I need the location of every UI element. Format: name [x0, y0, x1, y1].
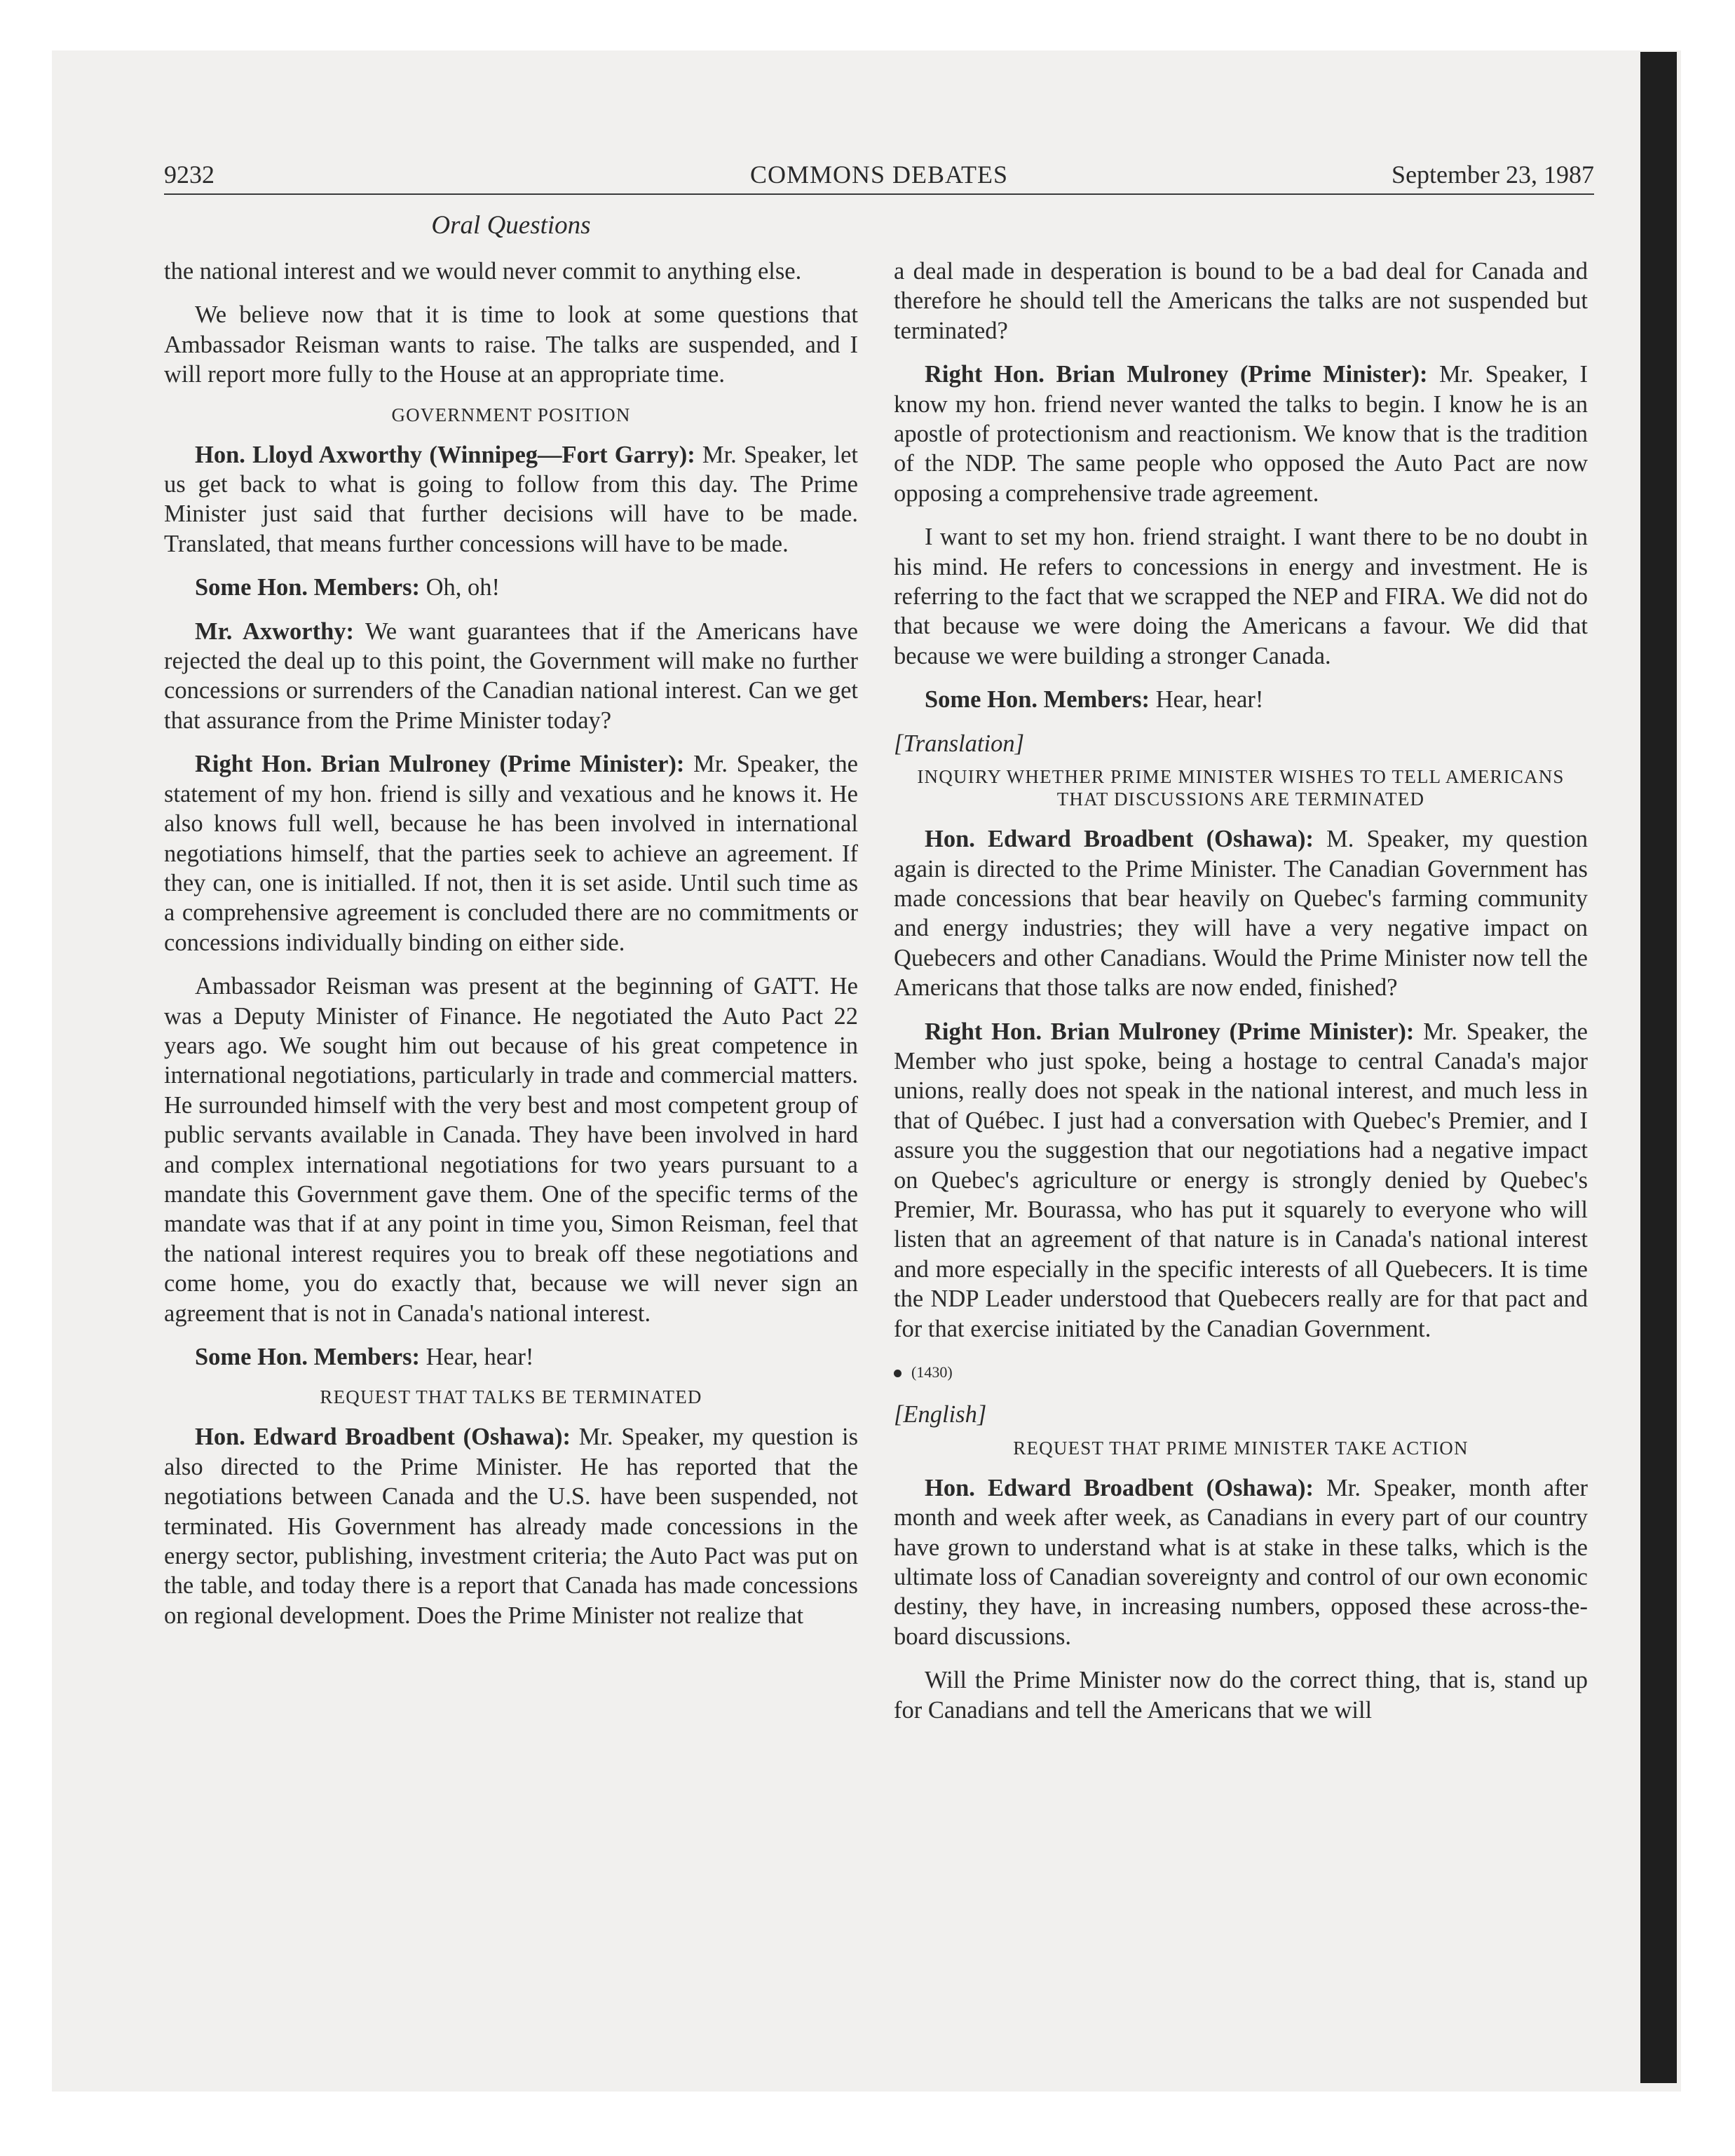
- header-rule: [164, 193, 1594, 195]
- paragraph: [164, 749, 858, 957]
- subheading: REQUEST THAT TALKS BE TERMINATED: [320, 1386, 702, 1408]
- speech-text: Mr. Speaker, the statement of my hon. friend is silly and vexatious and he knows it. He also knows full well, because he has been involved in international negotiations himself, that the parties seek to achieve an agreement. If they can, one is initialled. If not, then it is set aside. Until such time as a comprehensive agreement is concluded there are no commitments or concessions individually binding on either side.: [164, 751, 858, 956]
- speaker-name: Some Hon. Members:: [925, 686, 1150, 714]
- paragraph: [894, 1473, 1588, 1651]
- speaker-name: Some Hon. Members:: [195, 1344, 420, 1370]
- speaker-name: Right Hon. Brian Mulroney (Prime Minister):: [925, 361, 1428, 388]
- speech-text: Mr. Speaker, the Member who just spoke, being a hostage to central Canada's major unions, really does not speak in the national interest, and much less in that of Québec. I just had a conversation with Quebec's Premier, and I assure you the suggestion that our negotiations had a negative impact on Quebec's agriculture or energy is strongly denied by Quebec's Premier, Mr. Bourassa, who has put it squarely to everyone who will listen that an agreement of that nature is in Canada's national interest and more especially in the specific interests of all Quebecers. It is time the NDP Leader understood that Quebecers really are for that pact and for that exercise initiated by the Canadian Government.: [894, 1018, 1588, 1342]
- bullet-icon: [894, 1370, 901, 1377]
- paragraph: [894, 360, 1588, 508]
- page-number: 9232: [164, 161, 215, 189]
- speech-text: Hear, hear!: [1155, 686, 1264, 714]
- speech-text: Mr. Speaker, I know my hon. friend never wanted the talks to begin. I know he is an apostle of protectionism and reactionism. We know that is the tradition of the NDP. The same people who opposed the Auto Pact are now opposing a comprehensive trade agreement.: [894, 361, 1588, 507]
- paragraph: I want to set my hon. friend straight. I want there to be no doubt in his mind. He refers to concessions in energy and investment. He is referring to the fact that we scrapped the NEP and FIRA. We did not do that because we were doing the Americans a favour. We did that because we were building a stronger Canada.: [894, 524, 1588, 669]
- speaker-name: Right Hon. Brian Mulroney (Prime Minister):: [195, 751, 685, 778]
- page-header: [164, 160, 1594, 195]
- paragraph: Ambassador Reisman was present at the beginning of GATT. He was a Deputy Minister of Finance. He negotiated the Auto Pact 22 years ago. We sought him out because of his great competence in international negotiations, particularly in trade and commercial matters. He surrounded himself with the very best and most competent group of public servants available in Canada. They have been involved in hard and complex international negotiations for two years pursuant to a mandate this Government gave them. One of the specific terms of the mandate was that if at any point in time you, Simon Reisman, feel that the national interest requires you to break off these negotiations and come home, you do exactly that, because we will never sign an agreement that is not in Canada's national interest.: [164, 973, 858, 1327]
- paragraph: We believe now that it is time to look at some questions that Ambassador Reisman wants to raise. The talks are suspended, and I will report more fully to the House at an appropriate time.: [164, 301, 858, 388]
- scan-edge-shadow: [1640, 52, 1677, 2083]
- speaker-name: Hon. Edward Broadbent (Oshawa):: [925, 1474, 1314, 1501]
- right-column: [894, 257, 1588, 1739]
- speaker-name: Some Hon. Members:: [195, 574, 420, 601]
- paragraph: [894, 685, 1588, 714]
- subheading: INQUIRY WHETHER PRIME MINISTER WISHES TO TELL AMERICANS THAT DISCUSSIONS ARE TERMINATED: [917, 766, 1565, 810]
- left-column: [164, 257, 858, 1644]
- publication-date: September 23, 1987: [1392, 161, 1594, 189]
- speech-text: M. Speaker, my question again is directed to the Prime Minister. The Canadian Government has made concessions that bear heavily on Quebec's farming community and energy industries; they will have a very negative impact on Quebecers and other Canadians. Would the Prime Minister now tell the Americans that those talks are now ended, finished?: [894, 826, 1588, 1002]
- speaker-name: Mr. Axworthy:: [195, 618, 355, 645]
- speech-text: Mr. Speaker, my question is also directed to the Prime Minister. He has reported that the negotiations between Canada and the U.S. have been suspended, not terminated. His Government has already made concessions in the energy sector, publishing, investment criteria; the Auto Pact was put on the table, and today there is a report that Canada has made concessions on regional development. Does the Prime Minister not realize that: [164, 1424, 859, 1629]
- speaker-name: Hon. Edward Broadbent (Oshawa):: [925, 826, 1314, 853]
- paragraph: [164, 573, 858, 602]
- speech-text: Mr. Speaker, month after month and week after week, as Canadians in every part of our country have grown to understand what is at stake in these talks, which is the ultimate loss of Canadian sovereignty and control of our own economic destiny, they have, in increasing numbers, opposed these across-the-board discussions.: [894, 1474, 1588, 1650]
- time-stamp: (1430): [911, 1363, 953, 1381]
- publication-title: COMMONS DEBATES: [749, 161, 1009, 189]
- paragraph: a deal made in desperation is bound to be a bad deal for Canada and therefore he should tell the Americans the talks are not suspended but terminated?: [894, 258, 1588, 344]
- subheading: REQUEST THAT PRIME MINISTER TAKE ACTION: [1013, 1437, 1469, 1459]
- section-title: Oral Questions: [431, 211, 591, 240]
- paragraph: [164, 440, 858, 559]
- language-marker: [Translation]: [894, 730, 1024, 757]
- paragraph: the national interest and we would never commit to anything else.: [164, 258, 802, 285]
- paragraph: [164, 1342, 858, 1372]
- paragraph: [894, 824, 1588, 1002]
- speech-text: We want guarantees that if the Americans have rejected the deal up to this point, the Government will make no further concessions or surrenders of the Canadian national interest. Can we get that assurance from the Prime Minister today?: [164, 618, 858, 734]
- speech-text: Hear, hear!: [426, 1344, 534, 1370]
- time-marker: [894, 1358, 1588, 1387]
- paragraph: [894, 1017, 1588, 1344]
- speaker-name: Right Hon. Brian Mulroney (Prime Minister):: [925, 1018, 1415, 1045]
- subheading: GOVERNMENT POSITION: [391, 404, 631, 425]
- speaker-name: Hon. Edward Broadbent (Oshawa):: [195, 1424, 571, 1451]
- paragraph: [164, 617, 858, 736]
- speaker-name: Hon. Lloyd Axworthy (Winnipeg—Fort Garry):: [195, 441, 695, 468]
- paragraph: Will the Prime Minister now do the correct thing, that is, stand up for Canadians and tell the Americans that we will: [894, 1667, 1588, 1724]
- language-marker: [English]: [894, 1401, 987, 1428]
- paragraph: [164, 1422, 858, 1630]
- speech-text: Oh, oh!: [426, 574, 501, 601]
- speech-text: Mr. Speaker, let us get back to what is going to follow from this day. The Prime Minister just said that further decisions will have to be made. Translated, that means further concessions will have to be made.: [164, 441, 858, 557]
